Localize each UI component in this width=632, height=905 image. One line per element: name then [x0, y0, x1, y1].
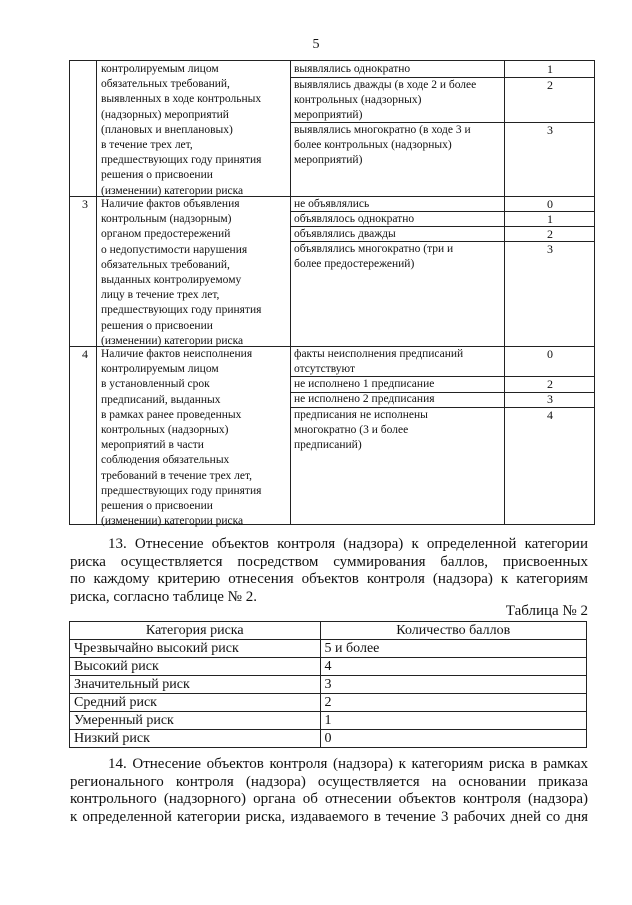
points-value: 3 — [547, 392, 553, 406]
paragraph-line: риска осуществляется посредством суммирования баллов, присвоенных — [70, 553, 588, 570]
paragraph-line: по каждому критерию отнесения объектов контроля (надзора) к категориям — [70, 571, 588, 588]
paragraph-line: 13. Отнесение объектов контроля (надзора) к определенной категории — [108, 536, 588, 552]
risk-category-table — [69, 621, 587, 748]
risk-category: Средний риск — [70, 694, 321, 712]
points-value: 0 — [547, 347, 553, 361]
points-value: 2 — [547, 377, 553, 391]
risk-category: Низкий риск — [70, 730, 321, 748]
risk-category: Высокий риск — [70, 658, 321, 676]
points-count: 4 — [320, 658, 586, 676]
paragraph-line: 14. Отнесение объектов контроля (надзора) к категориям риска в рамках — [108, 756, 588, 772]
points-value: 2 — [547, 227, 553, 241]
points-value: 3 — [547, 123, 553, 137]
table-row — [70, 694, 587, 712]
paragraph-line: риска, согласно таблице № 2. — [70, 588, 257, 605]
paragraph-line: к определенной категории риска, издаваемого в течение 3 рабочих дней со дня — [70, 808, 588, 825]
paragraph-line: контрольного (надзорного) органа об отнесении объектов контроля (надзора) — [70, 791, 588, 808]
table-row — [70, 658, 587, 676]
value-text: выявлялись многократно (в ходе 3 и более контрольных (надзорных) мероприятий) — [294, 124, 471, 167]
table-rule — [96, 61, 97, 524]
table-caption: Таблица № 2 — [505, 603, 588, 619]
points-value: 2 — [547, 78, 553, 92]
column-header: Категория риска — [70, 622, 321, 640]
points-value: 1 — [547, 212, 553, 226]
value-text: объявлялось однократно — [294, 213, 415, 225]
risk-category: Значительный риск — [70, 676, 321, 694]
criterion-text: Наличие фактов неисполнения контролируемым лицом в установленный срок предписаний, выданных в рамках ранее проведенных контрольных (надзорных) мероприятий в части соблюдения обязательных требований в течение трех лет, предшествующих году принятия решения о присвоении (изменении) категории риска — [101, 348, 262, 528]
value-text: факты неисполнения предписаний отсутствуют — [294, 348, 464, 376]
value-text: не исполнено 2 предписания — [294, 393, 435, 405]
points-value: 1 — [547, 62, 553, 76]
table-row — [70, 712, 587, 730]
table-rule — [290, 61, 291, 524]
value-text: не исполнено 1 предписание — [294, 378, 435, 390]
criterion-text: Наличие фактов объявления контрольным (надзорным) органом предостережений о недопустимости нарушения обязательных требований, выданных контролируемому лицу в течение трех лет, предшествующих году принятия решения о присвоении (изменении) категории риска — [101, 198, 262, 347]
points-value: 3 — [547, 242, 553, 256]
table-header-row — [70, 622, 587, 640]
risk-category: Чрезвычайно высокий риск — [70, 640, 321, 658]
value-text: объявлялись многократно (три и более предостережений) — [294, 243, 454, 271]
paragraph-14 — [70, 756, 588, 826]
criterion-text: контролируемым лицом обязательных требований, выявленных в ходе контрольных (надзорных) мероприятий (плановых и внеплановых) в течение трех лет, предшествующих году принятия решения о присвоении (изменении) категории риска — [101, 63, 262, 197]
points-value: 0 — [547, 197, 553, 211]
value-text: не объявлялись — [294, 198, 370, 210]
table-row — [70, 676, 587, 694]
column-header: Количество баллов — [320, 622, 586, 640]
points-count: 2 — [320, 694, 586, 712]
value-text: выявлялись однократно — [294, 63, 411, 75]
value-text: объявлялись дважды — [294, 228, 396, 240]
row-number: 3 — [82, 197, 88, 211]
row-number: 4 — [82, 347, 88, 361]
points-count: 3 — [320, 676, 586, 694]
risk-criteria-table — [69, 60, 595, 528]
points-count: 1 — [320, 712, 586, 730]
points-count: 0 — [320, 730, 586, 748]
table-row — [70, 730, 587, 748]
page-number: 5 — [312, 37, 320, 52]
points-value: 4 — [547, 408, 553, 422]
risk-category: Умеренный риск — [70, 712, 321, 730]
points-count: 5 и более — [320, 640, 586, 658]
paragraph-line: регионального контроля (надзора) осуществляется на основании приказа — [70, 773, 588, 790]
table-row — [70, 640, 587, 658]
value-text: предписания не исполнены многократно (3 и более предписаний) — [294, 409, 428, 452]
value-text: выявлялись дважды (в ходе 2 и более контрольных (надзорных) мероприятий) — [294, 79, 477, 122]
paragraph-13 — [70, 536, 588, 606]
